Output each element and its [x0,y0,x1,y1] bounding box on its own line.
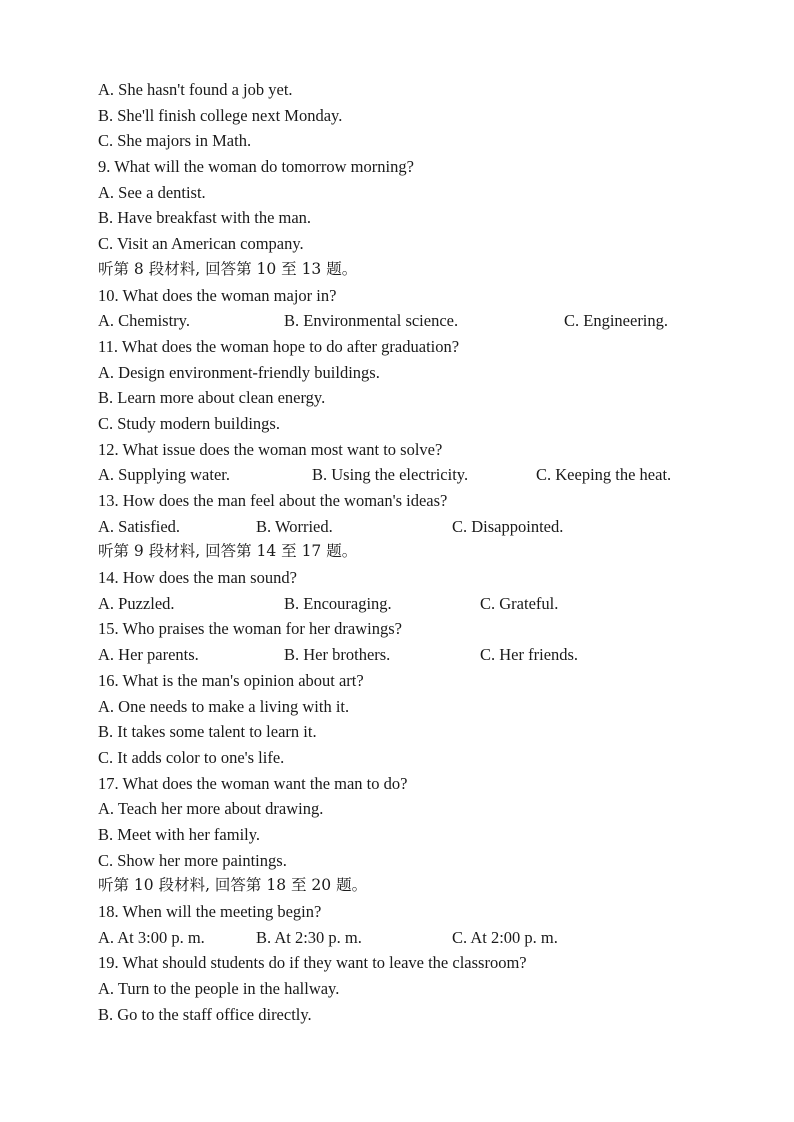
answer-option: C. Disappointed. [452,516,564,536]
answer-option: A. See a dentist. [98,182,206,202]
answer-option: A. At 3:00 p. m. [98,927,205,947]
options-row [98,642,738,668]
answer-option: B. It takes some talent to learn it. [98,722,317,742]
answer-option: B. She'll finish college next Monday. [98,105,343,125]
answer-option: B. Worried. [256,516,333,536]
options-row [98,308,738,334]
answer-option: A. Turn to the people in the hallway. [98,979,340,999]
options-row [98,514,738,540]
answer-option: A. Satisfied. [98,516,181,536]
answer-option: B. Using the electricity. [312,465,469,485]
answer-option: C. It adds color to one's life. [98,747,285,767]
question-19: 19. What should students do if they want to leave the classroom? [98,953,527,973]
answer-option: B. Her brothers. [284,645,391,665]
question-16: 16. What is the man's opinion about art? [98,670,364,690]
answer-option: B. Meet with her family. [98,824,261,844]
answer-option: A. Teach her more about drawing. [98,799,324,819]
answer-option: A. Chemistry. [98,311,190,331]
question-14: 14. How does the man sound? [98,568,297,588]
answer-option: B. At 2:30 p. m. [256,927,362,947]
answer-option: A. She hasn't found a job yet. [98,80,293,99]
options-row [98,591,738,617]
question-18: 18. When will the meeting begin? [98,902,322,921]
section-heading: 听第 9 段材料, 回答第 14 至 17 题。 [98,542,358,561]
answer-option: C. Grateful. [480,593,559,613]
section-heading: 听第 10 段材料, 回答第 18 至 20 题。 [98,876,368,895]
answer-option: C. At 2:00 p. m. [452,927,558,947]
answer-option: A. Her parents. [98,645,199,665]
answer-option: B. Learn more about clean energy. [98,388,326,408]
answer-option: B. Encouraging. [284,593,392,613]
answer-option: A. Supplying water. [98,465,230,485]
question-13: 13. How does the man feel about the woman's ideas? [98,491,448,510]
answer-option: C. Study modern buildings. [98,413,280,433]
question-12: 12. What issue does the woman most want to solve? [98,439,443,459]
answer-option: C. She majors in Math. [98,131,252,151]
exam-page [98,77,738,1027]
question-17: 17. What does the woman want the man to do? [98,773,408,793]
question-15: 15. Who praises the woman for her drawings? [98,619,402,639]
answer-option: C. Her friends. [480,645,579,665]
options-row [98,925,738,951]
answer-option: A. Puzzled. [98,593,175,613]
section-heading: 听第 8 段材料, 回答第 10 至 13 题。 [98,259,358,278]
answer-option: B. Go to the staff office directly. [98,1004,312,1024]
answer-option: A. One needs to make a living with it. [98,696,350,716]
options-row [98,462,738,488]
answer-option: C. Keeping the heat. [536,465,672,485]
answer-option: B. Have breakfast with the man. [98,208,312,228]
answer-option: A. Design environment-friendly buildings. [98,362,380,382]
answer-option: C. Visit an American company. [98,234,304,254]
question-10: 10. What does the woman major in? [98,285,337,305]
question-9: 9. What will the woman do tomorrow morning? [98,157,414,177]
answer-option: C. Show her more paintings. [98,850,287,870]
answer-option: C. Engineering. [564,311,669,331]
answer-option: B. Environmental science. [284,311,459,331]
question-11: 11. What does the woman hope to do after graduation? [98,336,460,356]
